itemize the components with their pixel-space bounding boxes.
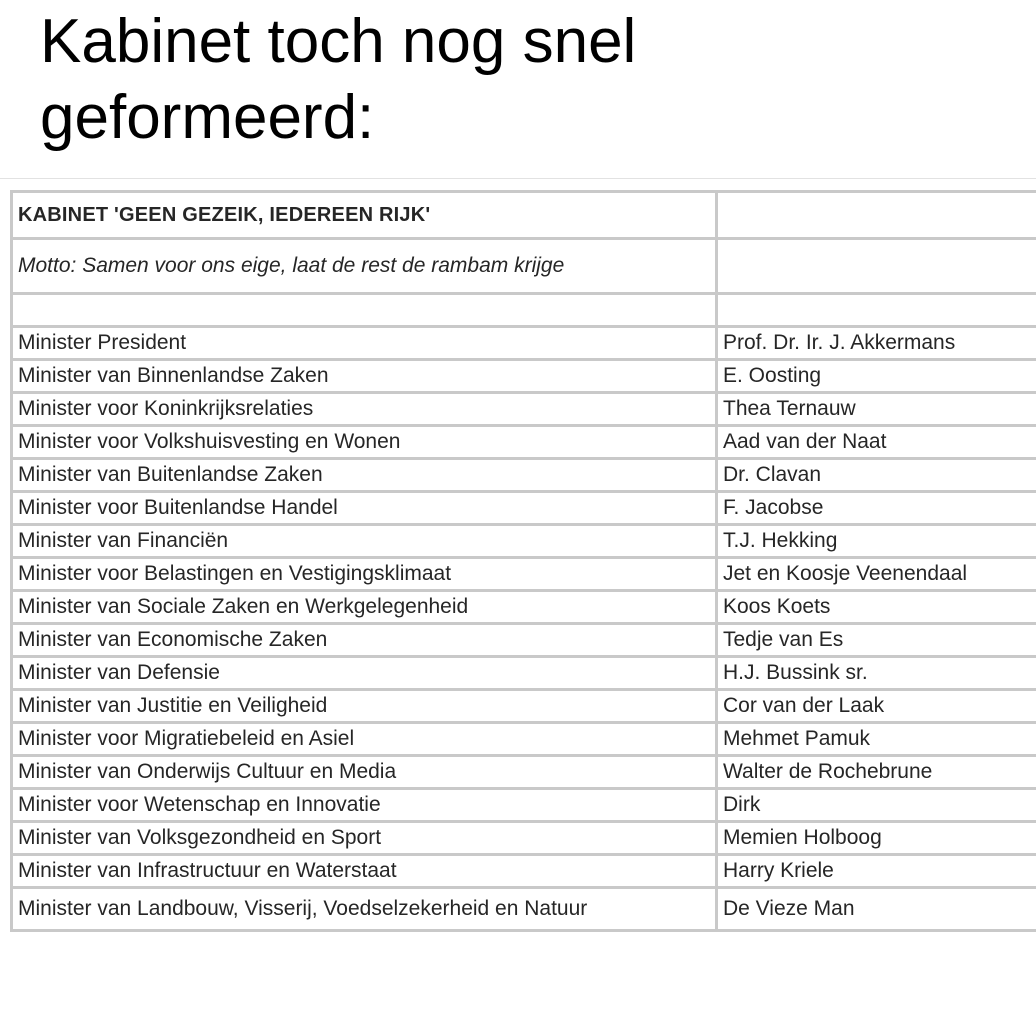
minister-name: T.J. Hekking [717, 525, 1036, 558]
table-row [12, 558, 1036, 591]
minister-role: Minister President [12, 327, 717, 360]
minister-name: Dirk [717, 789, 1036, 822]
table-row [12, 360, 1036, 393]
headline [40, 4, 1020, 156]
minister-role: Minister van Sociale Zaken en Werkgelegenheid [12, 591, 717, 624]
minister-name: Thea Ternauw [717, 393, 1036, 426]
minister-name: Memien Holboog [717, 822, 1036, 855]
minister-role: Minister voor Buitenlandse Handel [12, 492, 717, 525]
minister-name: E. Oosting [717, 360, 1036, 393]
table-motto-row [12, 239, 1036, 294]
minister-name: F. Jacobse [717, 492, 1036, 525]
table-row [12, 426, 1036, 459]
divider [0, 178, 1036, 179]
table-row [12, 624, 1036, 657]
minister-name: Tedje van Es [717, 624, 1036, 657]
minister-role: Minister van Financiën [12, 525, 717, 558]
cabinet-title: KABINET 'GEEN GEZEIK, IEDEREEN RIJK' [12, 192, 717, 239]
headline-line-1: Kabinet toch nog snel [40, 7, 637, 76]
table-row [12, 822, 1036, 855]
minister-role: Minister van Defensie [12, 657, 717, 690]
minister-role: Minister voor Wetenschap en Innovatie [12, 789, 717, 822]
minister-role: Minister voor Koninkrijksrelaties [12, 393, 717, 426]
empty-cell [717, 192, 1036, 239]
minister-name: Aad van der Naat [717, 426, 1036, 459]
table-row [12, 459, 1036, 492]
empty-cell [12, 294, 717, 327]
minister-name: Harry Kriele [717, 855, 1036, 888]
table-row [12, 327, 1036, 360]
minister-name: Walter de Rochebrune [717, 756, 1036, 789]
table-row [12, 393, 1036, 426]
table-title-row [12, 192, 1036, 239]
minister-name: De Vieze Man [717, 888, 1036, 931]
minister-role: Minister van Buitenlandse Zaken [12, 459, 717, 492]
minister-name: Cor van der Laak [717, 690, 1036, 723]
minister-name: Mehmet Pamuk [717, 723, 1036, 756]
empty-cell [717, 239, 1036, 294]
table-row [12, 591, 1036, 624]
table-blank-row [12, 294, 1036, 327]
table-row [12, 525, 1036, 558]
table-row [12, 855, 1036, 888]
table-row [12, 756, 1036, 789]
headline-line-2: geformeerd: [40, 83, 375, 152]
minister-name: Koos Koets [717, 591, 1036, 624]
table-row [12, 690, 1036, 723]
minister-role: Minister voor Migratiebeleid en Asiel [12, 723, 717, 756]
minister-role: Minister van Infrastructuur en Waterstaat [12, 855, 717, 888]
minister-role: Minister van Onderwijs Cultuur en Media [12, 756, 717, 789]
minister-name: Dr. Clavan [717, 459, 1036, 492]
table-row [12, 657, 1036, 690]
minister-role: Minister van Volksgezondheid en Sport [12, 822, 717, 855]
table-row [12, 888, 1036, 931]
minister-name: H.J. Bussink sr. [717, 657, 1036, 690]
minister-role: Minister van Economische Zaken [12, 624, 717, 657]
table-row [12, 723, 1036, 756]
minister-name: Prof. Dr. Ir. J. Akkermans [717, 327, 1036, 360]
minister-role: Minister van Landbouw, Visserij, Voedselzekerheid en Natuur [12, 888, 717, 931]
cabinet-motto: Motto: Samen voor ons eige, laat de rest de rambam krijge [12, 239, 717, 294]
minister-role: Minister voor Volkshuisvesting en Wonen [12, 426, 717, 459]
table-row [12, 492, 1036, 525]
table-row [12, 789, 1036, 822]
cabinet-table [10, 190, 1036, 932]
minister-role: Minister van Binnenlandse Zaken [12, 360, 717, 393]
minister-name: Jet en Koosje Veenendaal [717, 558, 1036, 591]
minister-role: Minister voor Belastingen en Vestigingsklimaat [12, 558, 717, 591]
minister-role: Minister van Justitie en Veiligheid [12, 690, 717, 723]
empty-cell [717, 294, 1036, 327]
